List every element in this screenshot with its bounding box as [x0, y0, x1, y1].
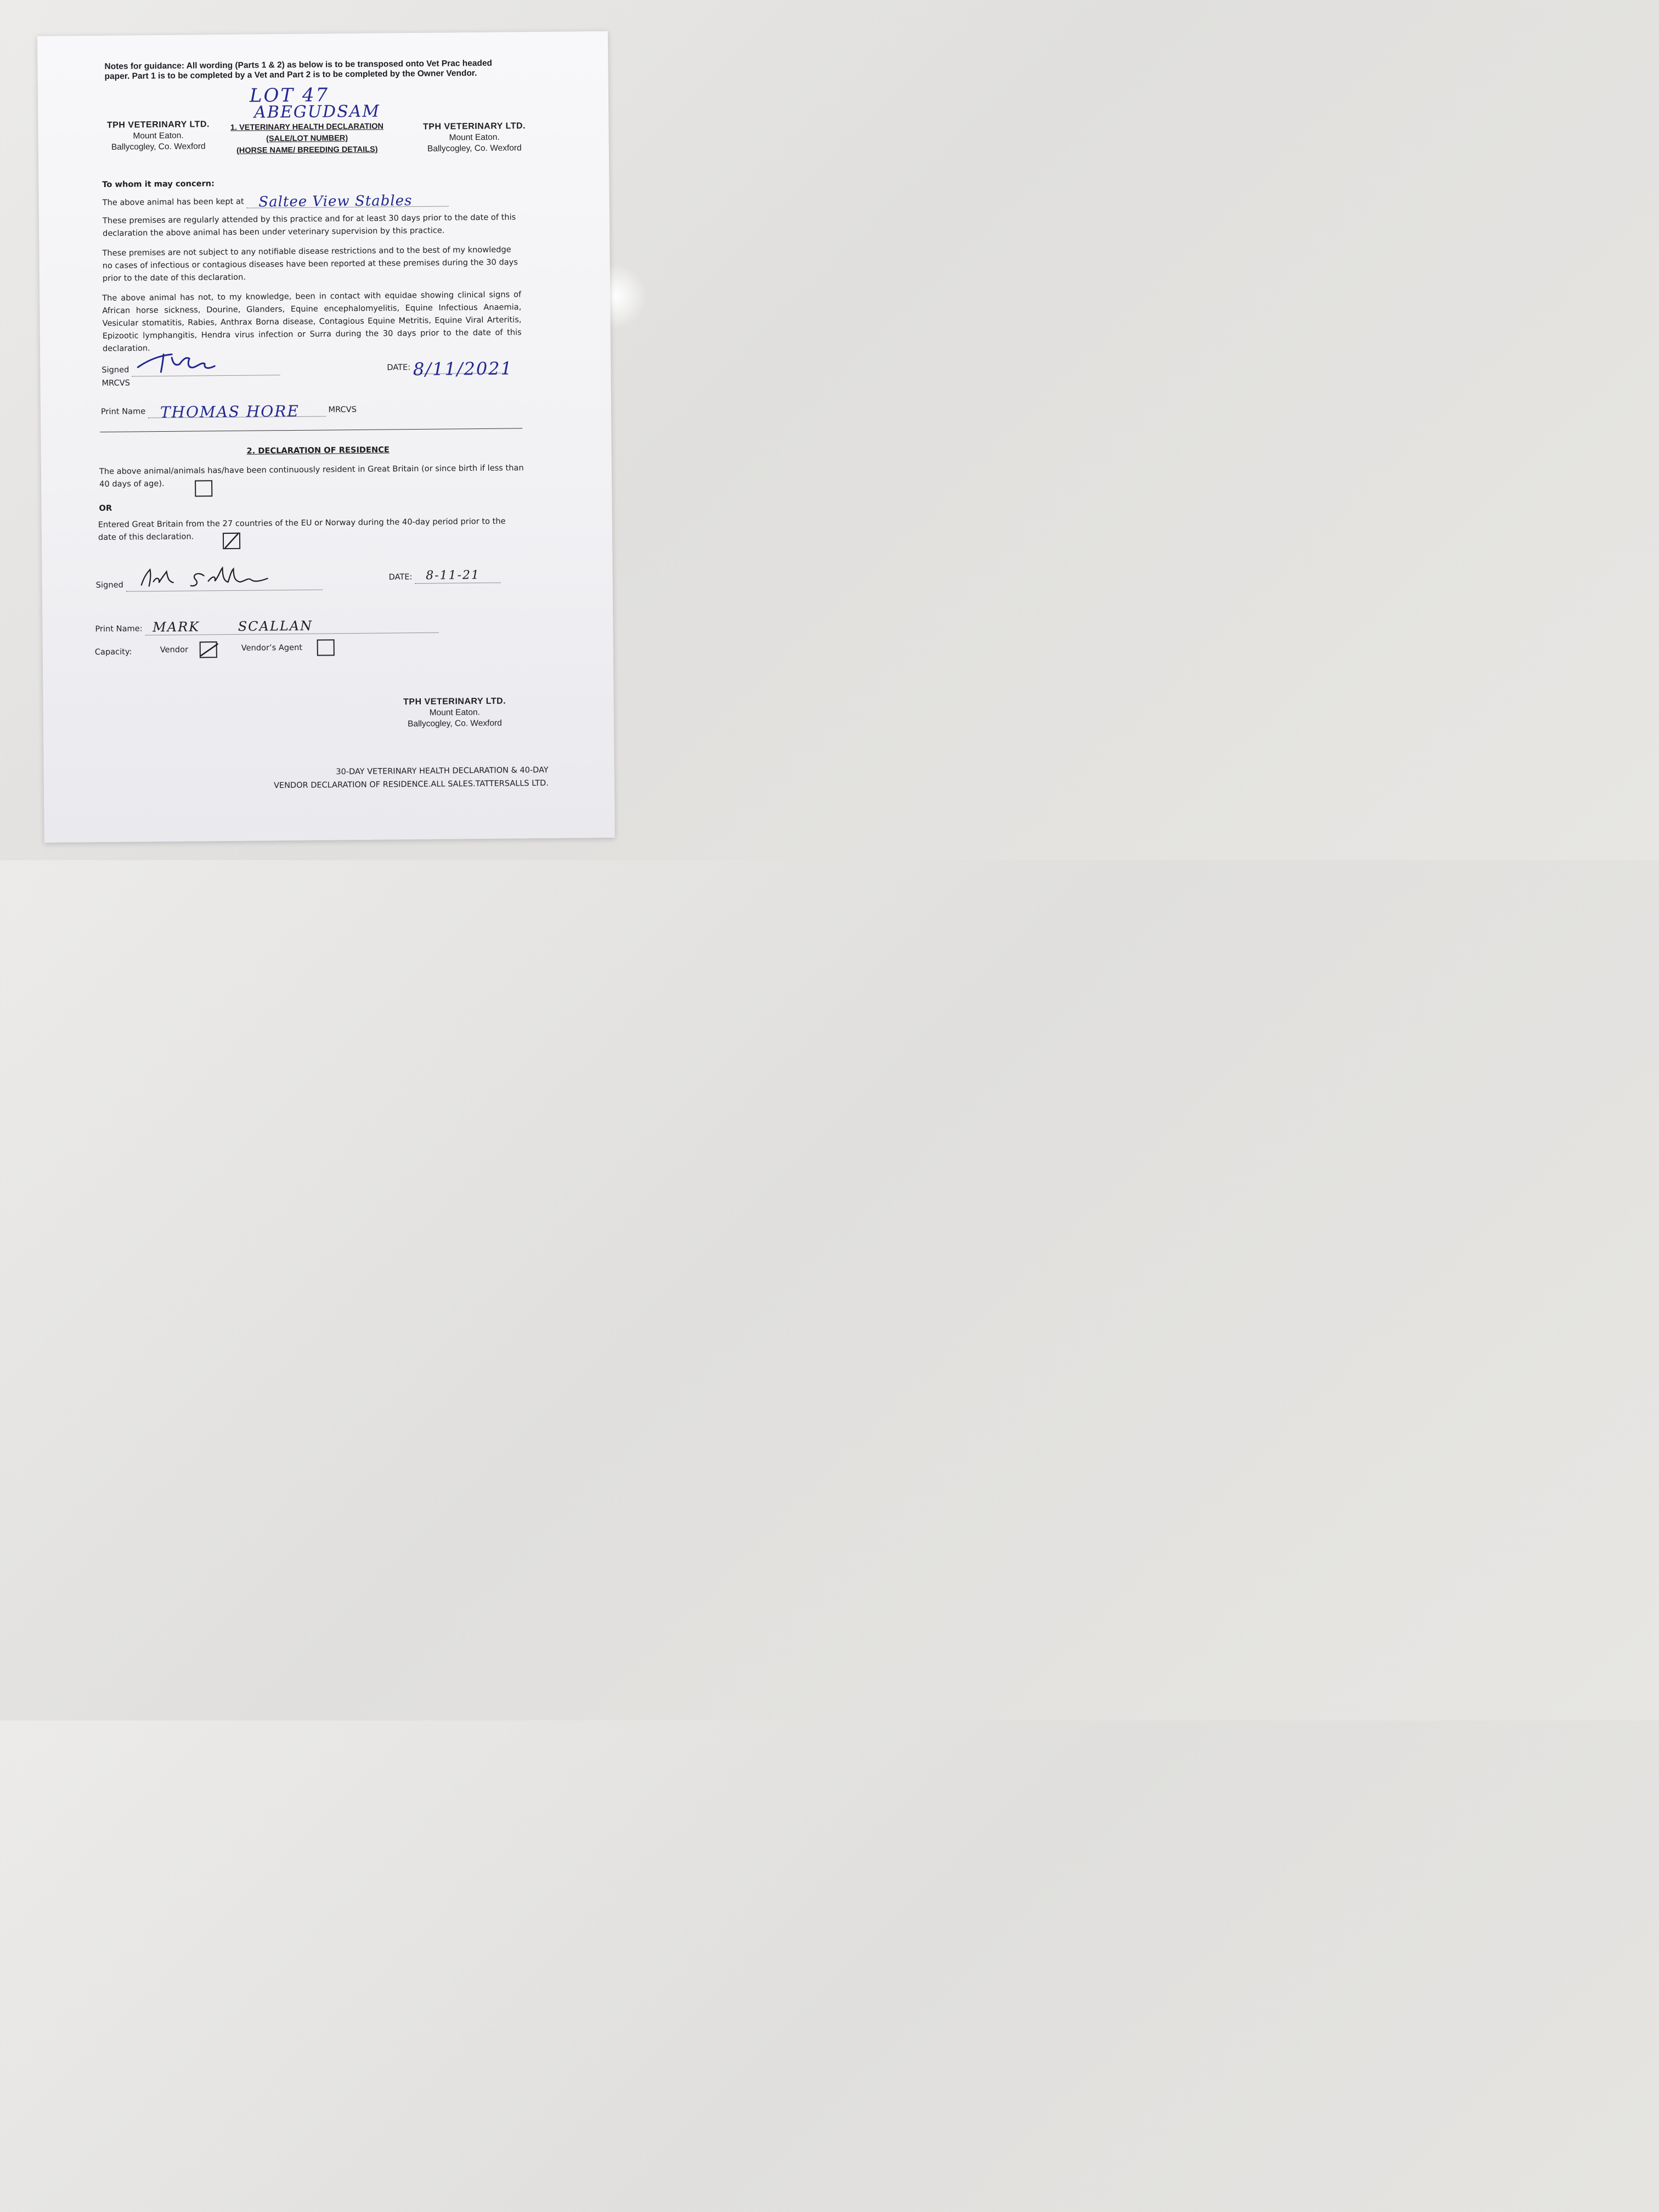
owner-date-field: [415, 570, 500, 584]
address-line-2: Ballycogley, Co. Wexford: [427, 143, 522, 154]
paragraph-disease-contact: The above animal has not, to my knowledge, been in contact with equidae showing clinical signs of African horse sickness, Dourine, Glanders, Equine encephalomyelitis, Equine Infectious Anaemia, Vesicular stomatitis, Rabies, Anthrax Borna disease, Contagious Equine Metritis, Equine Viral Arteritis, Epizootic lymphangitis, Hendra virus infection or Surra during the 30 days prior to the date of this declaration.: [102, 290, 522, 353]
address-line-1: Mount Eaton.: [449, 132, 500, 143]
vet-print-mrcvs-label: MRCVS: [328, 404, 357, 415]
vendors-agent-checkbox[interactable]: [317, 639, 335, 656]
section-divider: [100, 428, 522, 432]
owner-print-name-line: [95, 619, 468, 636]
address-line-2: Ballycogley, Co. Wexford: [408, 718, 502, 729]
vet-date-label: DATE:: [387, 363, 411, 373]
part1-title: 1. VETERINARY HEALTH DECLARATION: [230, 122, 384, 132]
part1-sub-horse: (HORSE NAME/ BREEDING DETAILS): [236, 145, 378, 155]
company-name: TPH VETERINARY LTD.: [422, 121, 526, 132]
handwritten-horse-name: ABEGUDSAM: [254, 101, 381, 122]
kept-at-line: [103, 193, 520, 210]
vet-print-name-line: [100, 402, 386, 422]
company-name: TPH VETERINARY LTD.: [403, 696, 506, 707]
handwritten-owner-date: 8-11-21: [426, 568, 481, 583]
owner-date-label: DATE:: [388, 572, 413, 582]
part1-sub-lot: (SALE/LOT NUMBER): [266, 134, 348, 144]
owner-signature-image: [138, 558, 280, 590]
address-line-2: Ballycogley, Co. Wexford: [111, 142, 206, 152]
vet-print-field: [148, 402, 326, 422]
paragraph-restrictions: These premises are not subject to any notifiable disease restrictions and to the best of my knowledge no cases of infectious or contagious diseases have been reported at these premises during the 30 days prior to the date of this declaration.: [102, 245, 518, 283]
vet-signed-label: Signed: [101, 365, 129, 375]
address-line-1: Mount Eaton.: [429, 708, 480, 718]
part1-title-block: [224, 121, 390, 157]
document-footer: [241, 764, 549, 793]
part2-title: 2. DECLARATION OF RESIDENCE: [246, 445, 390, 456]
vet-signature-image: [133, 347, 221, 375]
vet-date-line: [387, 358, 540, 380]
declaration-document: [37, 31, 615, 843]
handwritten-owner-name: MARK SCALLAN: [153, 618, 313, 635]
option2-checkbox[interactable]: [223, 533, 240, 549]
footer-line-1: 30-DAY VETERINARY HEALTH DECLARATION & 40-DAY: [336, 765, 549, 777]
checkmark-icon: [222, 532, 241, 550]
greeting: To whom it may concern:: [102, 179, 215, 189]
capacity-label: Capacity:: [94, 647, 132, 657]
handwritten-vet-date: 8/11/2021: [413, 358, 514, 380]
vendor-checkbox[interactable]: [200, 641, 217, 658]
checkmark-icon: [199, 640, 218, 659]
residence-option-1: The above animal/animals has/have been continuously resident in Great Britain (or since birth if less than 40 days of age).: [99, 463, 524, 489]
guidance-notes: Notes for guidance: All wording (Parts 1 & 2) as below is to be transposed onto Vet Prac headed paper. Part 1 is to be completed by a Vet and Part 2 is to be completed by the Owner Vendor.: [104, 58, 493, 81]
handwritten-premises: Saltee View Stables: [258, 193, 413, 211]
company-name: TPH VETERINARY LTD.: [106, 120, 210, 130]
letterhead-left: [95, 119, 222, 153]
option1-checkbox[interactable]: [195, 480, 212, 496]
footer-line-2: VENDOR DECLARATION OF RESIDENCE.ALL SALES.TATTERSALLS LTD.: [274, 778, 549, 791]
handwritten-lot-number: LOT 47: [249, 84, 330, 107]
paragraph-supervision: These premises are regularly attended by this practice and for at least 30 days prior to the date of this declaration the above animal has been under veterinary supervision by this practice.: [102, 212, 516, 238]
letterhead-bottom: [389, 696, 521, 730]
kept-at-field: [246, 193, 448, 211]
owner-print-field: [145, 620, 438, 636]
owner-date-line: [389, 569, 521, 584]
owner-print-label: Print Name:: [95, 624, 143, 634]
vet-date-field: [413, 358, 514, 380]
vendors-agent-label: Vendor’s Agent: [241, 642, 303, 653]
residence-option-2: Entered Great Britain from the 27 countries of the EU or Norway during the 40-day period prior to the date of this declaration.: [98, 516, 506, 543]
letterhead-right: [411, 121, 538, 155]
owner-signed-label: Signed: [95, 580, 123, 590]
address-line-1: Mount Eaton.: [133, 131, 184, 141]
vet-mrcvs-label: MRCVS: [101, 378, 131, 388]
or-label: OR: [99, 503, 112, 514]
vendor-label: Vendor: [160, 645, 189, 655]
vet-print-label: Print Name: [100, 407, 146, 417]
handwritten-vet-name: THOMAS HORE: [160, 402, 300, 422]
kept-at-label: The above animal has been kept at: [102, 196, 244, 207]
